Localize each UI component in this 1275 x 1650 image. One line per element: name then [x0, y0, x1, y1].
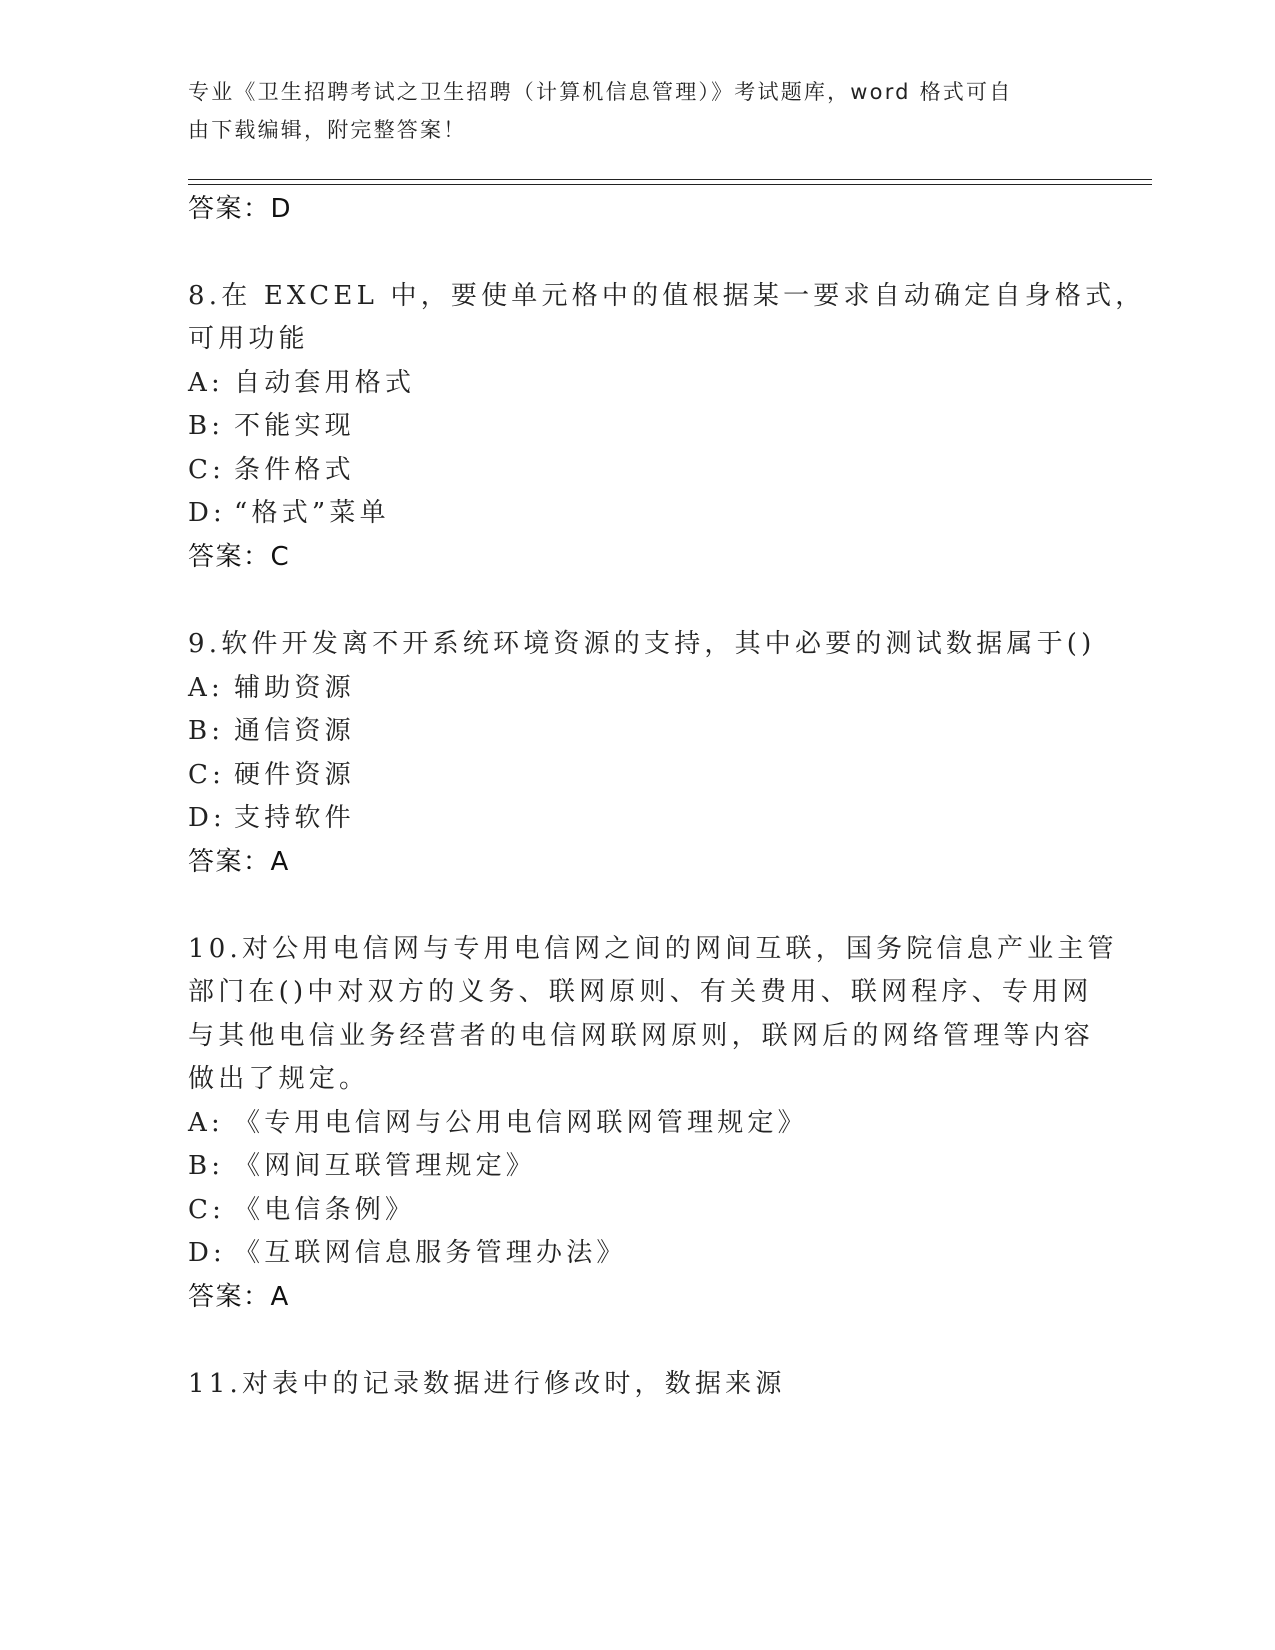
question-8-option-d [188, 492, 390, 529]
option-letter: C: [188, 760, 226, 790]
question-10-option-c [188, 1189, 415, 1226]
question-10-option-b [188, 1145, 536, 1182]
header-line-1: 专业《卫生招聘考试之卫生招聘（计算机信息管理）》考试题库，word 格式可自 [188, 80, 1013, 104]
option-text: 不能实现 [234, 411, 355, 441]
question-9-answer: 答案：A [188, 847, 290, 877]
option-text: “格式”菜单 [234, 498, 390, 528]
question-10-stem-line-4: 做出了规定。 [188, 1064, 370, 1094]
option-text: 硬件资源 [234, 760, 355, 790]
question-9-option-c [188, 754, 355, 791]
option-letter: D: [188, 498, 227, 528]
question-8-stem-line-1: 8.在 EXCEL 中，要使单元格中的值根据某一要求自动确定自身格式， [188, 281, 1146, 311]
question-8-option-c [188, 449, 355, 486]
document-header [188, 73, 1068, 149]
option-text: 《网间互联管理规定》 [234, 1151, 537, 1181]
option-text: 通信资源 [234, 716, 355, 746]
option-letter: D: [188, 1238, 227, 1268]
question-9-option-b [188, 710, 355, 747]
question-9-option-a [188, 667, 355, 704]
header-divider-top [188, 179, 1152, 180]
option-letter: B: [188, 716, 225, 746]
option-letter: A: [188, 368, 224, 398]
answer-previous: 答案：D [188, 194, 293, 224]
header-line-2: 由下载编辑，附完整答案！ [188, 118, 467, 142]
option-letter: B: [188, 411, 225, 441]
question-10-stem-line-1: 10.对公用电信网与专用电信网之间的网间互联，国务院信息产业主管 [188, 934, 1118, 964]
header-divider-bottom [188, 184, 1152, 185]
question-8-option-b [188, 405, 355, 442]
option-text: 辅助资源 [234, 673, 355, 703]
option-text: 自动套用格式 [234, 368, 416, 398]
option-text: 支持软件 [234, 803, 355, 833]
question-9-stem-line-1: 9.软件开发离不开系统环境资源的支持，其中必要的测试数据属于() [188, 629, 1096, 659]
question-11-stem-line-1: 11.对表中的记录数据进行修改时，数据来源 [188, 1369, 786, 1399]
question-10-stem-line-3: 与其他电信业务经营者的电信网联网原则，联网后的网络管理等内容 [188, 1021, 1095, 1051]
question-10-option-d [188, 1232, 627, 1269]
question-9-option-d [188, 797, 355, 834]
option-text: 《互联网信息服务管理办法》 [234, 1238, 627, 1268]
option-text: 《电信条例》 [234, 1195, 416, 1225]
question-8-answer: 答案：C [188, 542, 291, 572]
option-letter: C: [188, 1195, 226, 1225]
option-letter: C: [188, 455, 226, 485]
question-10-stem-line-2: 部门在()中对双方的义务、联网原则、有关费用、联网程序、专用网 [188, 977, 1093, 1007]
option-text: 《专用电信网与公用电信网联网管理规定》 [234, 1108, 808, 1138]
option-letter: A: [188, 673, 224, 703]
option-letter: A: [188, 1108, 224, 1138]
question-10-option-a [188, 1102, 808, 1139]
option-letter: B: [188, 1151, 225, 1181]
question-8-option-a [188, 362, 415, 399]
option-text: 条件格式 [234, 455, 355, 485]
question-10-answer: 答案：A [188, 1282, 290, 1312]
question-8-stem-line-2: 可用功能 [188, 324, 309, 354]
option-letter: D: [188, 803, 227, 833]
